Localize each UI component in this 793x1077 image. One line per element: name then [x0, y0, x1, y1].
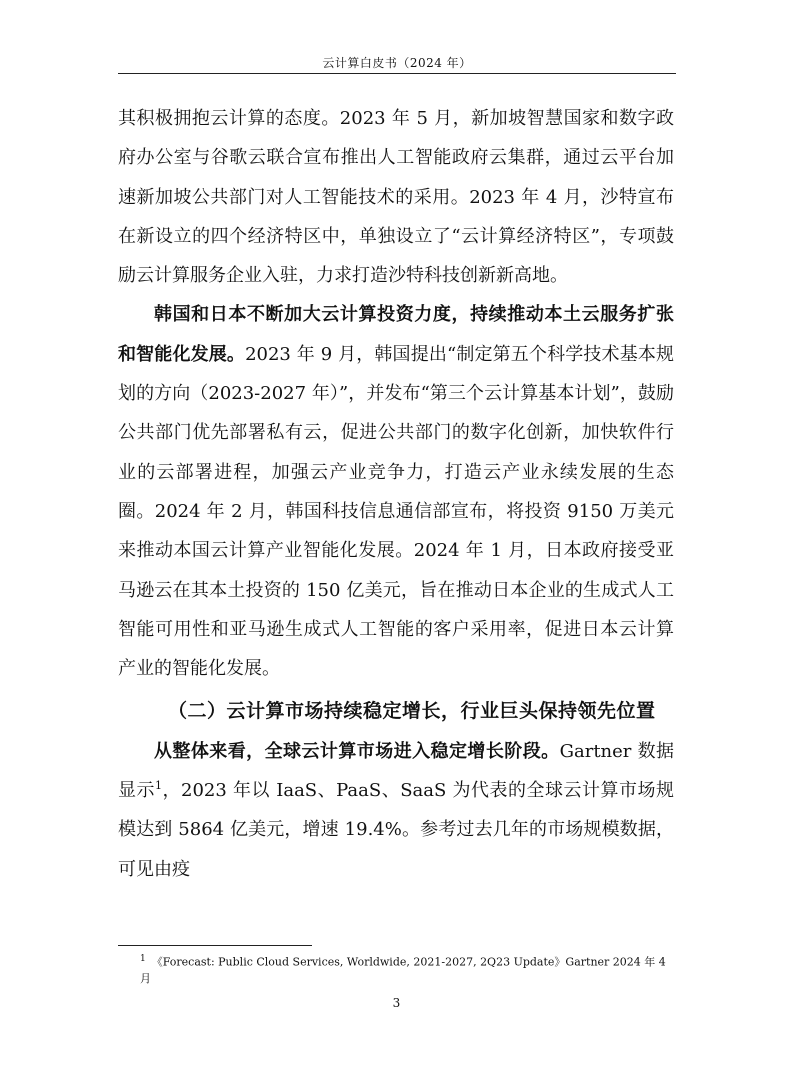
- footnote: [140, 951, 680, 987]
- paragraph-2: [118, 295, 674, 688]
- paragraph-3-body-part1: Gartner 数据显示: [118, 740, 675, 802]
- footnote-text: 《Forecast: Public Cloud Services, Worldwide, 2021-2027, 2Q23 Update》Gartner 2024 年 4 月: [140, 955, 666, 985]
- paragraph-2-lead: 韩国和日本不断加大云计算投资力度，持续推动本土云服务扩张和智能化发展。: [118, 304, 674, 365]
- footnote-divider: [118, 945, 312, 946]
- footnote-marker: 1: [140, 954, 146, 964]
- header-divider: [118, 73, 676, 74]
- body-text: [118, 99, 674, 889]
- paragraph-3-lead: 从整体来看，全球云计算市场进入稳定增长阶段。: [154, 740, 560, 762]
- page-number: 3: [392, 996, 401, 1010]
- paragraph-1: 其积极拥抱云计算的态度。2023 年 5 月，新加坡智慧国家和数字政府办公室与谷歌云联合宣布推出人工智能政府云集群，通过云平台加速新加坡公共部门对人工智能技术的采用。2023 年 4 月，沙特宣布在新设立的四个经济特区中，单独设立了“云计算经济特区”，专项鼓励云计算服务企业入驻，力求打造沙特科技创新新高地。: [118, 108, 674, 287]
- running-header: 云计算白皮书（2024 年）: [322, 56, 472, 70]
- paragraph-3-body-part2: ，2023 年以 IaaS、PaaS、SaaS 为代表的全球云计算市场规模达到 5864 亿美元，增速 19.4%。参考过去几年的市场规模数据，可见由疫: [118, 780, 674, 880]
- paragraph-2-body: 2023 年 9 月，韩国提出“制定第五个科学技术基本规划的方向（2023-2027 年）”，并发布“第三个云计算基本计划”，鼓励公共部门优先部署私有云，促进公共部门的数字化创新，加快软件行业的云部署进程，加强云产业竞争力，打造云产业永续发展的生态圈。2024 年 2 月，韩国科技信息通信部宣布，将投资 9150 万美元来推动本国云计算产业智能化发展。2024 年 1 月，日本政府接受亚马逊云在其本土投资的 150 亿美元，旨在推动日本企业的生成式人工智能可用性和亚马逊生成式人工智能的客户采用率，促进日本云计算产业的智能化发展。: [118, 343, 674, 680]
- footnote-reference[interactable]: 1: [155, 779, 162, 793]
- section-heading: （二）云计算市场持续稳定增长，行业巨头保持领先位置: [168, 700, 656, 723]
- paragraph-3: [118, 732, 674, 889]
